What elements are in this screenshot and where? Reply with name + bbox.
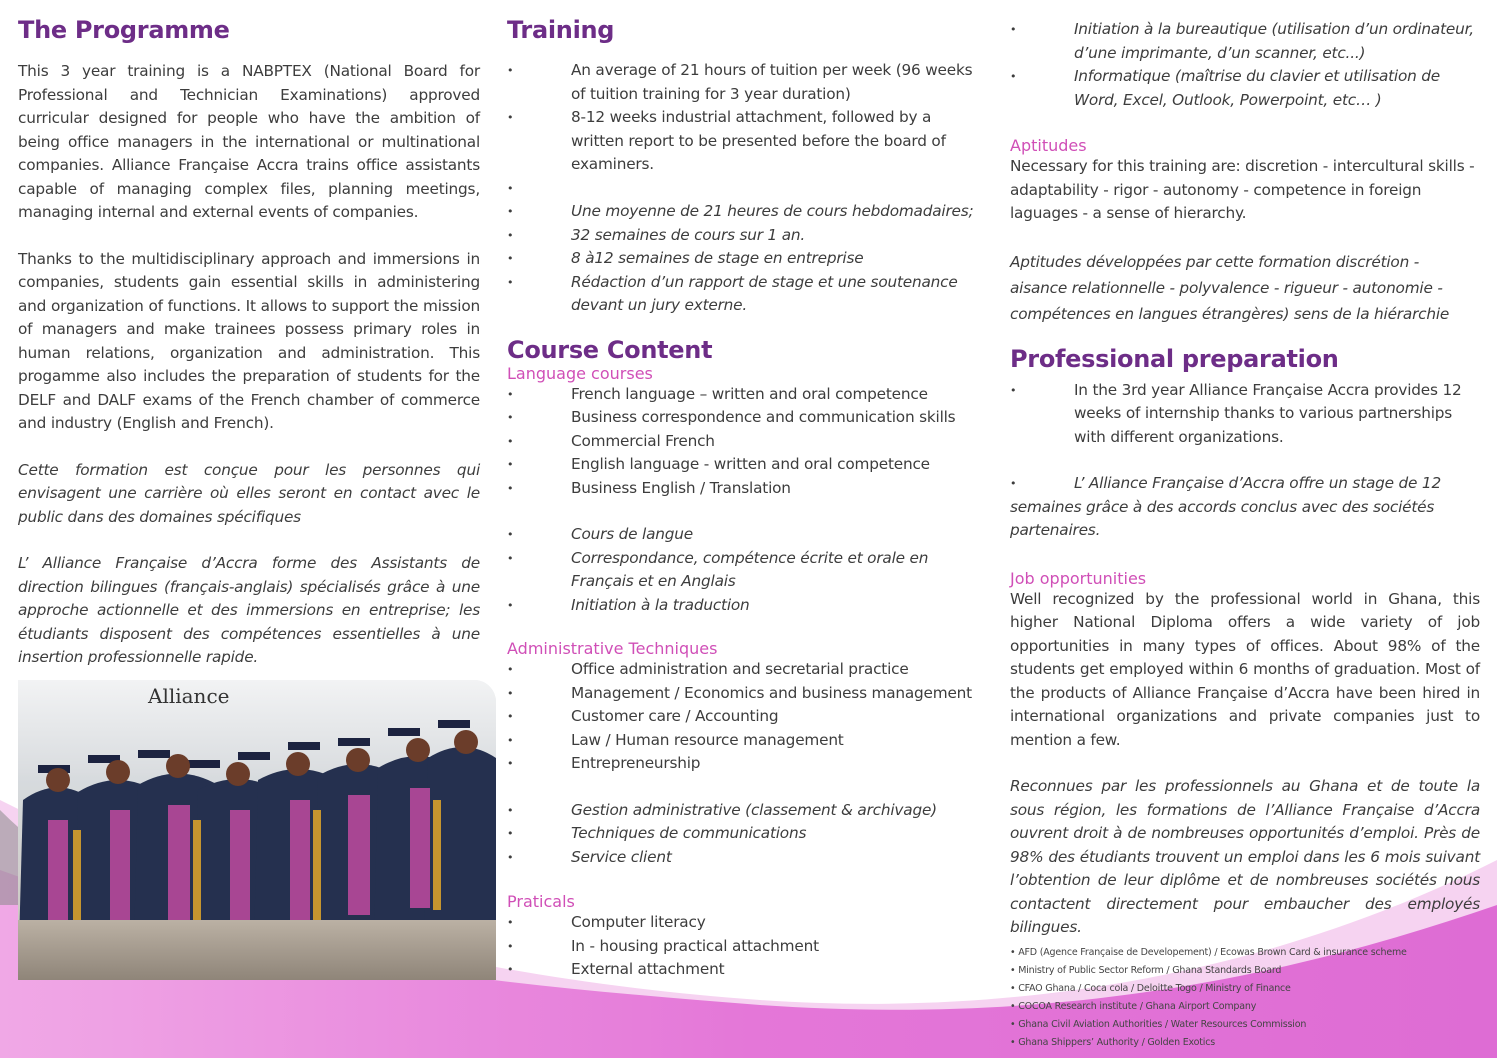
computer-skills-list-fr xyxy=(1010,18,1480,112)
job-opportunities-text-fr: Reconnues par les professionnels au Ghana et de toute la sous région, les formations de l’Alliance Française d’Accra ouvrent droit à de nombreuses opportunités d’emploi. Près de 98% des étudiants trouvent un emploi dans les 6 mois suivant l’obtention de leur diplôme et de nombreuses sociétés nous contactent directement pour embaucher des employés bilingues. xyxy=(1010,777,1480,936)
training-list-fr xyxy=(507,200,977,318)
partner-item: • Ghana Civil Aviation Authorities / Water Resources Commission xyxy=(1010,1018,1307,1030)
list-item: • Correspondance, compétence écrite et orale en Français et en Anglais xyxy=(507,548,929,590)
list-item: • Business English / Translation xyxy=(507,478,791,497)
professional-preparation-title: Professional preparation xyxy=(1010,344,1339,373)
list-item: • Cours de langue xyxy=(507,525,693,543)
aptitudes-label: Aptitudes xyxy=(1010,136,1087,155)
training-column xyxy=(507,0,977,982)
language-courses-label: Language courses xyxy=(507,363,653,383)
professional-text-fr-continued: semaines grâce à des accords conclus avec des sociétés partenaires. xyxy=(1010,497,1435,539)
training-title: Training xyxy=(507,16,615,44)
programme-paragraph-3-fr: Cette formation est conçue pour les personnes qui envisagent une carrière où elles seront en contact avec le public dans des domaines spécifiques xyxy=(18,460,480,526)
partner-item: • CFAO Ghana / Coca cola / Deloitte Togo / Ministry of Finance xyxy=(1010,982,1291,994)
list-item: • French language – written and oral competence xyxy=(507,384,928,403)
professional-list-fr xyxy=(1010,472,1480,496)
admin-list-fr xyxy=(507,799,977,870)
job-opportunities-text-en: Well recognized by the professional world in Ghana, this higher National Diploma offers a wide variety of job opportunities in many types of offices. About 98% of the students get employed within 6 months of graduation. Most of the products of Alliance Française d’Accra have been hired in international organizations and private companies just to mention a few. xyxy=(1010,589,1480,749)
photo-ground xyxy=(18,920,496,980)
list-item: • 8-12 weeks industrial attachment, followed by a written report to be presented before the board of examiners. xyxy=(507,108,946,173)
list-item: • Commercial French xyxy=(507,431,715,450)
aptitudes-text-en: Necessary for this training are: discretion - intercultural skills - adaptability - rigor - autonomy - competence in foreign laguages - a sense of hierarchy. xyxy=(1010,157,1475,222)
job-opportunities-label: Job opportunities xyxy=(1010,568,1147,588)
list-item: • Law / Human resource management xyxy=(507,730,844,749)
course-content-title: Course Content xyxy=(507,335,713,364)
list-item: • Service client xyxy=(507,847,672,866)
list-item: • Une moyenne de 21 heures de cours hebdomadaires; xyxy=(507,202,974,220)
list-item: • Techniques de communications xyxy=(507,824,807,842)
photo-building-sign: Alliance xyxy=(148,684,230,708)
practicals-list xyxy=(507,911,977,982)
list-item: • 8 à12 semaines de stage en entreprise xyxy=(507,249,864,267)
partner-item: • AFD (Agence Française de Developement) / Ecowas Brown Card & insurance scheme xyxy=(1010,946,1407,958)
partners-list xyxy=(1010,944,1480,1052)
list-item: • Computer literacy xyxy=(507,913,706,931)
list-item: • xyxy=(507,181,514,195)
professional-list-en xyxy=(1010,379,1480,450)
partner-item: • COCOA Research institute / Ghana Airport Company xyxy=(1010,1000,1257,1012)
graduates-photo xyxy=(18,680,496,980)
programme-title: The Programme xyxy=(18,16,230,44)
list-item: • English language - written and oral competence xyxy=(507,455,930,473)
list-item: • Initiation à la bureautique (utilisation d’un ordinateur, d’une imprimante, d’un scanner, etc...) xyxy=(1010,20,1474,62)
language-list-fr xyxy=(507,523,977,617)
programme-column xyxy=(18,0,480,670)
programme-paragraph-4-fr: L’ Alliance Française d’Accra forme des Assistants de direction bilingues (français-anglais) spécialisés grâce à une approche actionnelle et des immersions en entreprise; les étudiants disposent des compétences essentielles à une insertion professionnelle rapide. xyxy=(18,554,480,666)
programme-paragraph-1: This 3 year training is a NABPTEX (National Board for Professional and Technician Examinations) approved curricular designed for people who have the ambition of being office managers in the international or multinational companies. Alliance Française Accra trains office assistants capable of managing complex files, planning meetings, managing internal and external events of companies. xyxy=(18,62,480,221)
list-item: • In - housing practical attachment xyxy=(507,936,819,955)
list-item: • Gestion administrative (classement & archivage) xyxy=(507,800,937,819)
list-item: • 32 semaines de cours sur 1 an. xyxy=(507,225,806,244)
list-item: • Customer care / Accounting xyxy=(507,707,779,725)
training-list-en xyxy=(507,59,977,200)
list-item: • Management / Economics and business management xyxy=(507,683,972,702)
list-item: • Initiation à la traduction xyxy=(507,595,750,614)
aptitudes-text-fr: Aptitudes développées par cette formation discrétion - aisance relationnelle - polyvalence - rigueur - autonomie - compétences en langues étrangères) sens de la hiérarchie xyxy=(1010,252,1450,323)
administrative-techniques-label: Administrative Techniques xyxy=(507,639,718,658)
list-item: • External attachment xyxy=(507,960,725,978)
list-item: • In the 3rd year Alliance Française Accra provides 12 weeks of internship thanks to various partnerships with different organizations. xyxy=(1010,380,1462,446)
list-item: • Rédaction d’un rapport de stage et une soutenance devant un jury externe. xyxy=(507,272,958,314)
admin-list-en xyxy=(507,658,977,776)
practicals-label: Praticals xyxy=(507,892,575,911)
list-item: • Office administration and secretarial practice xyxy=(507,660,909,678)
language-list-en xyxy=(507,383,977,501)
list-item: • Entrepreneurship xyxy=(507,754,701,772)
list-item: • Business correspondence and communication skills xyxy=(507,408,956,426)
list-item: • An average of 21 hours of tuition per week (96 weeks of tuition training for 3 year duration) xyxy=(507,61,973,103)
partner-item: • Ministry of Public Sector Reform / Ghana Standards Board xyxy=(1010,964,1282,976)
list-item: • Informatique (maîtrise du clavier et utilisation de Word, Excel, Outlook, Powerpoint, etc… ) xyxy=(1010,67,1441,109)
programme-paragraph-2: Thanks to the multidisciplinary approach and immersions in companies, students gain essential skills in administering and organization of functions. It allows to support the mission of managers and make trainees possess primary roles in human relations, organization and administration. This progamme also includes the preparation of students for the DELF and DALF exams of the French chamber of commerce and industry (English and French). xyxy=(18,249,480,432)
list-item: • L’ Alliance Française d’Accra offre un stage de 12 xyxy=(1010,474,1441,492)
aptitudes-column xyxy=(1010,0,1480,1052)
partner-item: • Ghana Shippers’ Authority / Golden Exotics xyxy=(1010,1036,1216,1048)
